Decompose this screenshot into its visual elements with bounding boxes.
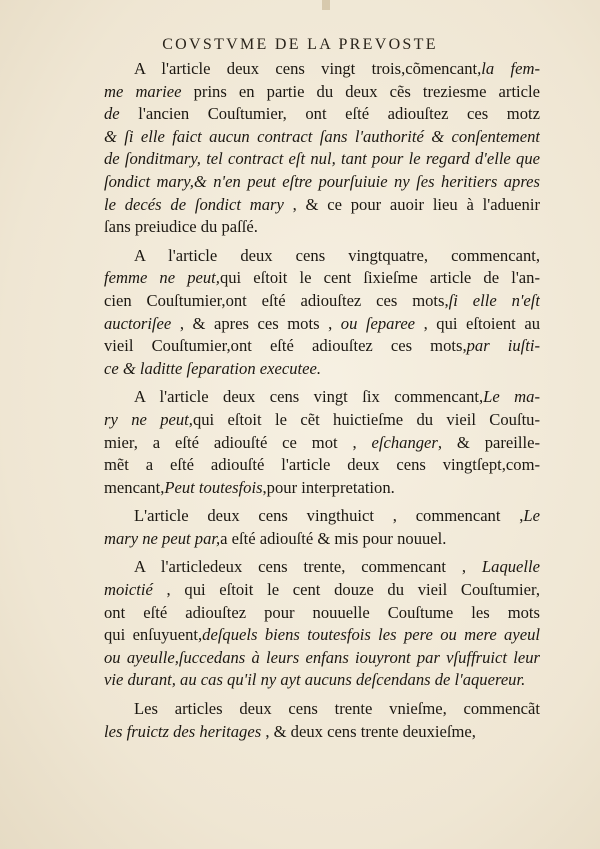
italic-run: Peut toutesfois bbox=[164, 477, 263, 497]
roman-run: qui eſtoit le cent ſixieſme article de l'an- bbox=[219, 268, 540, 288]
italic-run: ſi elle n'eſt bbox=[448, 290, 540, 310]
roman-run: mier, a eſté adiouſté ce mot , bbox=[104, 432, 372, 452]
roman-run: , & deux cens trente deuxieſme, bbox=[261, 721, 476, 741]
text-line bbox=[104, 313, 540, 336]
paragraph bbox=[104, 556, 540, 692]
italic-run: la fem- bbox=[481, 59, 540, 78]
roman-run: A l'article deux cens vingtquatre, commencant, bbox=[134, 245, 540, 265]
text-line bbox=[104, 528, 540, 551]
text-line bbox=[104, 194, 540, 217]
roman-run: qui enſuyuent, bbox=[104, 625, 203, 645]
italic-run: les fruictz des heritages bbox=[104, 721, 262, 741]
text-line bbox=[104, 647, 540, 670]
text-line bbox=[104, 171, 540, 194]
paragraph bbox=[104, 245, 540, 381]
italic-run: ou ſeparee bbox=[340, 313, 416, 333]
roman-run: , & ce pour auoir lieu à l'aduenir bbox=[283, 194, 540, 214]
text-line bbox=[104, 454, 540, 477]
text-line bbox=[104, 267, 540, 290]
text-line bbox=[104, 103, 540, 126]
italic-run: & ſi elle faict aucun contract ſans l'authorité & conſentement bbox=[104, 126, 540, 146]
italic-run: deſquels biens toutesfois les pere ou mere ayeul bbox=[202, 625, 540, 645]
text-line bbox=[104, 358, 540, 381]
text-line bbox=[104, 477, 540, 500]
page-stain bbox=[322, 0, 330, 10]
italic-run: moictié bbox=[104, 580, 153, 600]
italic-run: eſchanger bbox=[371, 432, 438, 452]
italic-run: de ſonditmary, tel contract eſt nul, tant pour le regard d'elle que bbox=[104, 149, 540, 169]
running-head: COVSTVME DE LA PREVOSTE bbox=[162, 36, 438, 53]
roman-run: ,pour interpretation. bbox=[262, 477, 395, 497]
text-line bbox=[104, 216, 540, 239]
roman-run: mencant, bbox=[104, 477, 165, 497]
italic-run: le decés de ſondict mary bbox=[104, 194, 284, 214]
text-line bbox=[104, 698, 540, 721]
italic-run: auctoriſee bbox=[104, 313, 172, 333]
roman-run: , qui eſtoient au bbox=[415, 313, 540, 333]
roman-run: A l'article deux cens vingt ſix commencant, bbox=[134, 387, 484, 407]
roman-run: prins en partie du deux cẽs treziesme article bbox=[181, 81, 540, 101]
text-line bbox=[104, 386, 540, 409]
italic-run: ce & laditte ſeparation executee. bbox=[104, 358, 322, 378]
roman-run: A l'articledeux cens trente, commencant , bbox=[134, 557, 482, 577]
roman-run: a eſté adiouſté & mis pour nouuel. bbox=[220, 528, 447, 548]
roman-run: , & apres ces mots , bbox=[171, 313, 341, 333]
roman-run: ont eſté adiouſtez pour nouuelle Couſtume les mots bbox=[104, 602, 540, 622]
italic-run: ſondict mary,& n'en peut eſtre pourſuiuie ny ſes heritiers apres bbox=[104, 171, 540, 191]
roman-run: vieil Couſtumier,ont eſté adiouſtez ces mots, bbox=[104, 336, 467, 356]
text-line bbox=[104, 579, 540, 602]
text-line bbox=[104, 721, 540, 744]
text-line bbox=[104, 126, 540, 149]
roman-run: l'ancien Couſtumier, ont eſté adiouſtez ces motz bbox=[119, 104, 540, 124]
body-text bbox=[104, 58, 540, 743]
roman-run: A l'article deux cens vingt trois,cõmencant, bbox=[134, 59, 482, 78]
text-line bbox=[104, 335, 540, 358]
text-line bbox=[104, 148, 540, 171]
italic-run: me mariee bbox=[104, 81, 182, 101]
paragraph bbox=[104, 505, 540, 550]
text-line bbox=[104, 432, 540, 455]
paragraph bbox=[104, 386, 540, 499]
italic-run: Le ma- bbox=[483, 387, 540, 407]
roman-run: cien Couſtumier,ont eſté adiouſtez ces mots, bbox=[104, 290, 449, 310]
italic-run: vie durant, au cas qu'il ny ayt aucuns deſcendans de l'aquereur. bbox=[104, 670, 526, 690]
roman-run: Les articles deux cens trente vnieſme, commencãt bbox=[134, 699, 540, 719]
italic-run: ry ne peut, bbox=[104, 409, 193, 429]
text-line bbox=[104, 290, 540, 313]
text-line bbox=[104, 602, 540, 625]
text-line bbox=[104, 81, 540, 104]
italic-run: femme ne peut, bbox=[104, 268, 220, 288]
roman-run: ſans preiudice du paſſé. bbox=[104, 217, 258, 237]
text-line bbox=[104, 58, 540, 81]
italic-run: de bbox=[104, 104, 120, 124]
italic-run: mary ne peut par, bbox=[104, 528, 221, 548]
roman-run: qui eſtoit le cẽt huictieſme du vieil Couſtu- bbox=[192, 409, 540, 429]
text-line bbox=[104, 245, 540, 268]
roman-run: , qui eſtoit le cent douze du vieil Couſtumier, bbox=[152, 580, 540, 600]
italic-run: Le bbox=[523, 506, 540, 526]
paragraph bbox=[104, 58, 540, 239]
roman-run: L'article deux cens vingthuict , commencant , bbox=[134, 506, 524, 526]
text-line bbox=[104, 624, 540, 647]
italic-run: par iuſti- bbox=[466, 336, 540, 356]
roman-run: mẽt a eſté adiouſté l'article deux cens vingtſept,com- bbox=[104, 455, 540, 475]
roman-run: , & pareille- bbox=[437, 432, 540, 452]
text-line bbox=[104, 556, 540, 579]
paragraph bbox=[104, 698, 540, 743]
italic-run: Laquelle bbox=[481, 557, 540, 577]
text-line bbox=[104, 505, 540, 528]
text-line bbox=[104, 409, 540, 432]
text-line bbox=[104, 669, 540, 692]
italic-run: ou ayeulle,ſuccedans à leurs enfans iouyront par vſuffruict leur bbox=[104, 647, 540, 667]
